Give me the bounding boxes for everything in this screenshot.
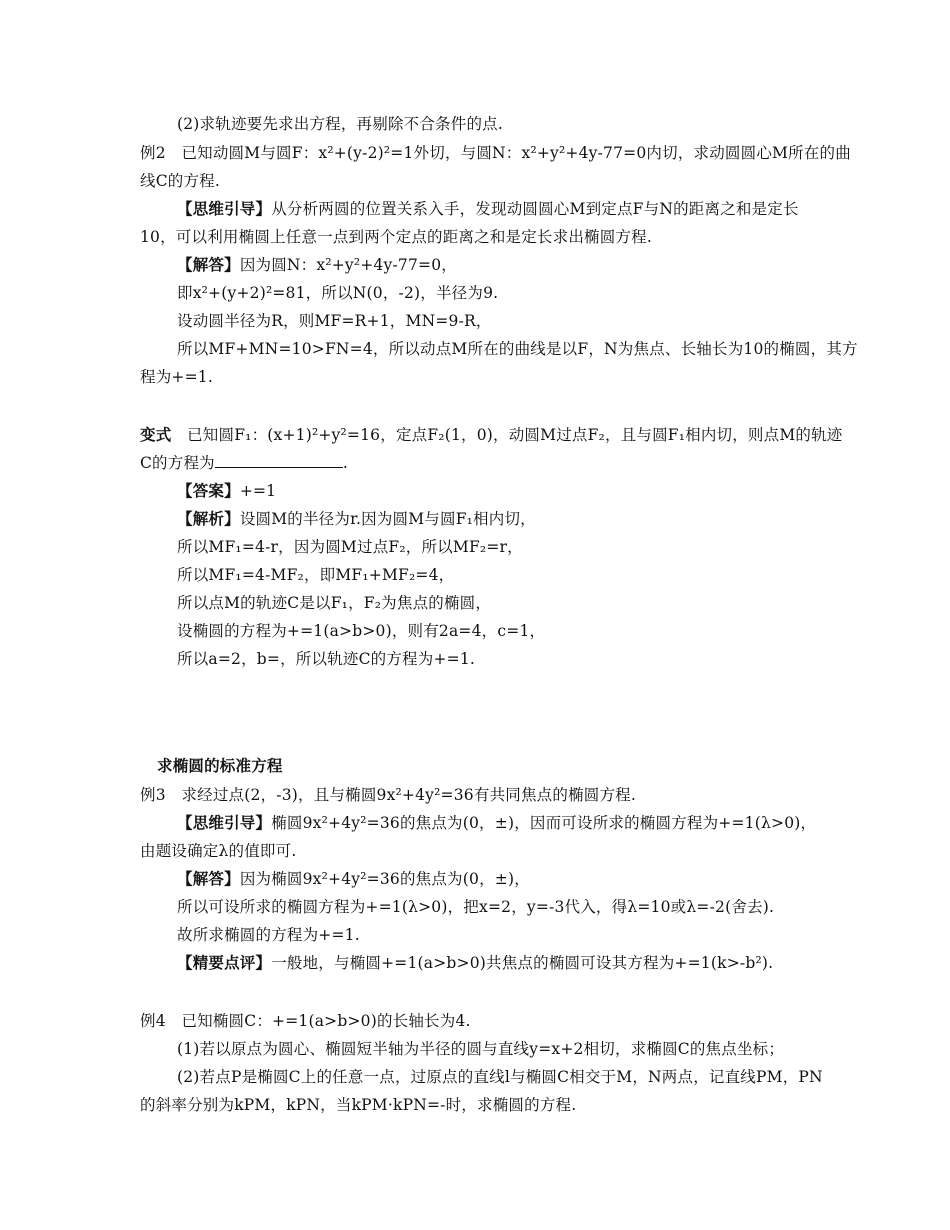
line-text: 即x²+(y+2)²=81，所以N(0，-2)，半径为9. bbox=[177, 284, 499, 302]
text-line-l21 bbox=[140, 784, 636, 806]
text-line-l17 bbox=[177, 592, 491, 614]
text-line-l24 bbox=[177, 868, 530, 890]
bold-label: 【思维引导】 bbox=[177, 813, 272, 832]
line-text: 所以点M的轨迹C是以F₁，F₂为焦点的椭圆， bbox=[177, 594, 492, 612]
bold-label: 【思维引导】 bbox=[177, 199, 272, 218]
line-text: 线C的方程. bbox=[140, 172, 220, 190]
line-text: 已知圆F₁：(x+1)²+y²=16，定点F₂(1，0)，动圆M过点F₂，且与圆F₁相内切，则点M的轨迹 bbox=[171, 426, 843, 444]
line-text: 因为圆N：x²+y²+4y-77=0， bbox=[239, 256, 458, 274]
text-line-l18 bbox=[177, 620, 545, 642]
line-text: 例4 已知椭圆C：+=1(a>b>0)的长轴长为4. bbox=[140, 1012, 471, 1030]
text-line-l19 bbox=[177, 648, 475, 670]
line-text: 的斜率分别为kPM，kPN，当kPM·kPN=-时，求椭圆的方程. bbox=[140, 1096, 577, 1114]
line-text: 设圆M的半径为r.因为圆M与圆F₁相内切， bbox=[239, 510, 536, 528]
line-text: 从分析两圆的位置关系入手，发现动圆圆心M到定点F与N的距离之和是定长 bbox=[271, 200, 799, 218]
line-text: 所以a=2，b=，所以轨迹C的方程为+=1. bbox=[177, 650, 476, 668]
bold-label: 【精要点评】 bbox=[177, 953, 272, 972]
text-line-l08 bbox=[177, 310, 492, 332]
text-line-l14 bbox=[177, 508, 536, 530]
text-line-l04 bbox=[177, 198, 799, 220]
text-line-l31 bbox=[140, 1094, 576, 1116]
text-line-l01 bbox=[177, 113, 503, 135]
text-line-l23 bbox=[140, 840, 296, 862]
line-text: (2)求轨迹要先求出方程，再剔除不合条件的点. bbox=[177, 115, 503, 133]
line-text: 故所求椭圆的方程为+=1. bbox=[177, 926, 360, 944]
bold-label: 变式 bbox=[140, 425, 172, 444]
text-line-l10 bbox=[140, 366, 213, 388]
line-text: 一般地，与椭圆+=1(a>b>0)共焦点的椭圆可设其方程为+=1(k>-b²). bbox=[271, 954, 774, 972]
bold-label: 【答案】 bbox=[177, 481, 240, 500]
text-line-l29 bbox=[177, 1038, 784, 1060]
bold-label: 【解答】 bbox=[177, 255, 240, 274]
line-text: 10，可以利用椭圆上任意一点到两个定点的距离之和是定长求出椭圆方程. bbox=[140, 228, 652, 246]
text-line-l28 bbox=[140, 1010, 471, 1032]
bold-label: 【解答】 bbox=[177, 869, 240, 888]
line-text: 因为椭圆9x²+4y²=36的焦点为(0，±)， bbox=[239, 870, 530, 888]
line-text: 所以MF+MN=10>FN=4，所以动点M所在的曲线是以F，N为焦点、长轴长为10的椭圆，其方 bbox=[177, 340, 858, 358]
section-heading: 求椭圆的标准方程 bbox=[157, 757, 283, 775]
text-line-l27 bbox=[177, 952, 773, 974]
line-text: 设椭圆的方程为+=1(a>b>0)，则有2a=4，c=1， bbox=[177, 622, 546, 640]
text-line-l02 bbox=[140, 142, 851, 164]
line-text: 设动圆半径为R，则MF=R+1，MN=9-R， bbox=[177, 312, 492, 330]
text-line-l11 bbox=[140, 424, 843, 446]
text-line-l12 bbox=[140, 452, 348, 474]
line-text: 程为+=1. bbox=[140, 368, 213, 386]
line-text: 所以MF₁=4-r，因为圆M过点F₂，所以MF₂=r， bbox=[177, 538, 523, 556]
line-text: 所以MF₁=4-MF₂，即MF₁+MF₂=4， bbox=[177, 566, 455, 584]
line-text: . bbox=[342, 454, 349, 472]
text-line-l03 bbox=[140, 170, 220, 192]
line-text: 椭圆9x²+4y²=36的焦点为(0，±)，因而可设所求的椭圆方程为+=1(λ>0)， bbox=[271, 814, 817, 832]
line-text: 例2 已知动圆M与圆F：x²+(y-2)²=1外切，与圆N：x²+y²+4y-77=0内切，求动圆圆心M所在的曲 bbox=[140, 144, 851, 162]
text-line-l06 bbox=[177, 254, 457, 276]
answer-blank bbox=[215, 453, 343, 468]
line-text: +=1 bbox=[239, 482, 277, 500]
line-text: 由题设确定λ的值即可. bbox=[140, 842, 297, 860]
text-line-l15 bbox=[177, 536, 523, 558]
text-line-l13 bbox=[177, 480, 276, 502]
line-text: (1)若以原点为圆心、椭圆短半轴为半径的圆与直线y=x+2相切，求椭圆C的焦点坐标； bbox=[177, 1040, 785, 1058]
line-text: 所以可设所求的椭圆方程为+=1(λ>0)，把x=2，y=-3代入，得λ=10或λ=-2(舍去). bbox=[177, 898, 775, 916]
line-text: C的方程为 bbox=[140, 454, 215, 472]
text-line-l07 bbox=[177, 282, 498, 304]
text-line-l05 bbox=[140, 226, 652, 248]
bold-label: 【解析】 bbox=[177, 509, 240, 528]
text-line-l20 bbox=[157, 755, 283, 777]
line-text: 例3 求经过点(2，-3)，且与椭圆9x²+4y²=36有共同焦点的椭圆方程. bbox=[140, 786, 636, 804]
text-line-l22 bbox=[177, 812, 816, 834]
text-line-l26 bbox=[177, 924, 360, 946]
line-text: (2)若点P是椭圆C上的任意一点，过原点的直线l与椭圆C相交于M，N两点，记直线PM，PN bbox=[177, 1068, 823, 1086]
text-line-l09 bbox=[177, 338, 858, 360]
text-line-l16 bbox=[177, 564, 454, 586]
text-line-l25 bbox=[177, 896, 774, 918]
text-line-l30 bbox=[177, 1066, 823, 1088]
